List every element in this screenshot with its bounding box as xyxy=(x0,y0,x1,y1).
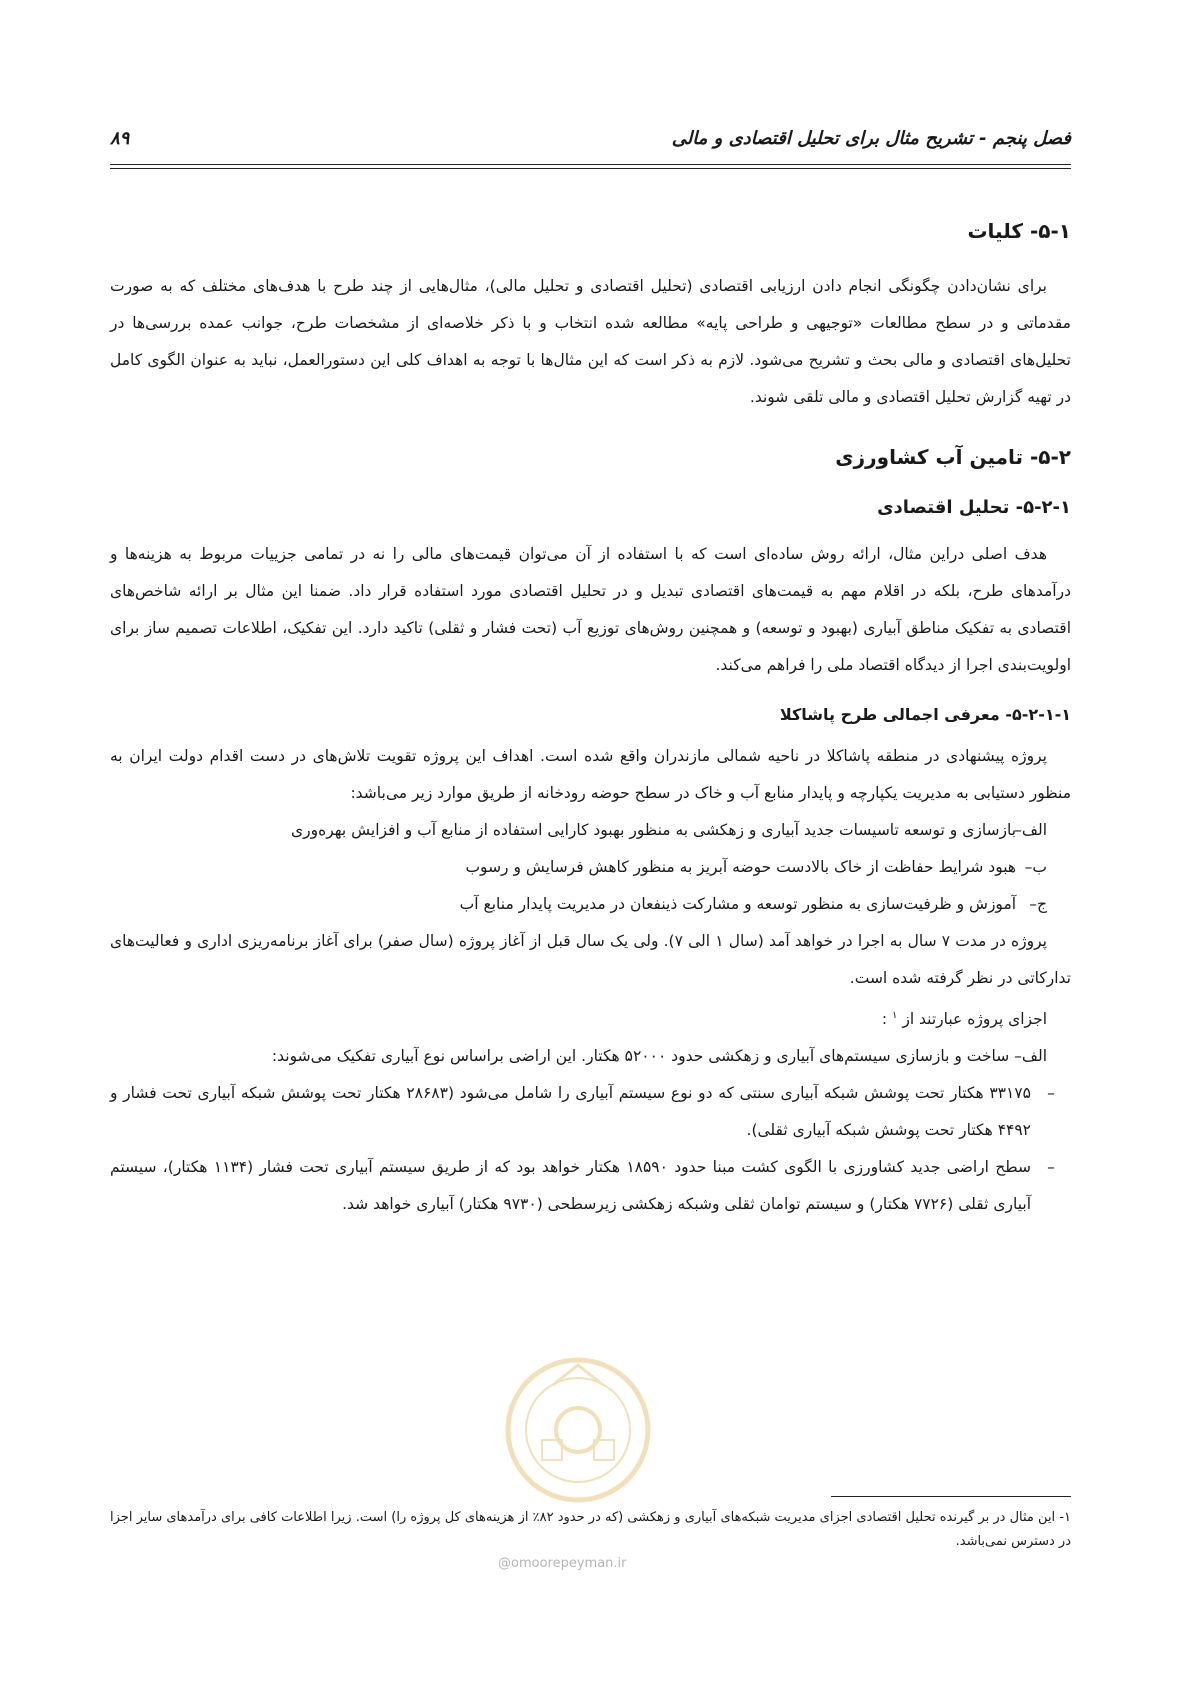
section-2-1-1-title: ۵-۲-۱-۱- معرفی اجمالی طرح پاشاکلا xyxy=(779,705,1071,724)
watermark-seal-icon xyxy=(498,1345,658,1515)
component-a: الف– ساخت و بازسازی سیستم‌های آبیاری و زهکشی حدود ۵۲۰۰۰ هکتار. این اراضی براساس نوع آبیاری تفکیک می‌شوند: xyxy=(271,1047,1047,1066)
list-item-text: ۳۳۱۷۵ هکتار تحت پوشش شبکه آبیاری سنتی که دو نوع سیستم آبیاری را شامل می‌شود (۲۸۶۸۳ هکتار تحت پوشش شبکه آبیاری تحت فشار و ۴۴۹۲ هکتار تحت پوشش شبکه آبیاری ثقلی). xyxy=(110,1084,1031,1140)
footnote-divider xyxy=(831,1496,1071,1497)
components-lead-text: اجزای پروژه عبارتند از xyxy=(902,1010,1047,1029)
list-marker: ب– xyxy=(1024,858,1047,876)
section-2-1-paragraph: هدف اصلی دراین مثال، ارائه روش ساده‌ای است که با استفاده از آن می‌توان قیمت‌های مالی را نه در تمامی جزییات مربوط به هزینه‌ها و درآمدهای طرح، بلکه در اقلام مهم به قیمت‌های اقتصادی تبدیل و در تحلیل اقتصادی مورد استفاده قرار داد. ضمنا این مثال بر ارائه شاخص‌های اقتصادی به تفکیک مناطق آبیاری (بهبود و توسعه) و همچنین روش‌های توزیع آب (تحت فشار و ثقلی) تاکید دارد. این تفکیک، اطلاعات تصمیم ساز برای اولویت‌بندی اجرا از دیدگاه اقتصاد ملی را فراهم می‌کند. xyxy=(110,545,1071,674)
page-header xyxy=(110,128,1071,149)
list-item-text: هبود شرایط حفاظت از خاک بالادست حوضه آبریز به منظور کاهش فرسایش و رسوب xyxy=(465,858,1017,876)
project-intro-paragraph: پروژه پیشنهادی در منطقه پاشاکلا در ناحیه شمالی مازندران واقع شده است. اهداف این پروژه تقویت تلاش‌های در دست اقدام دولت ایران به منظور دستیابی به مدیریت یکپارچه و پایدار منابع آب و خاک در سطح حوضه رودخانه از طریق موارد زیر می‌باشد: xyxy=(110,747,1071,802)
list-marker: ج– xyxy=(1029,895,1047,913)
project-goals-list xyxy=(110,812,1071,923)
list-item xyxy=(110,886,1071,923)
list-marker: الف– xyxy=(1014,821,1047,839)
list-item xyxy=(110,1075,1071,1149)
chapter-title: فصل پنجم - تشریح مثال برای تحلیل اقتصادی و مالی xyxy=(671,128,1071,149)
components-lead-colon: : xyxy=(881,1010,888,1029)
section-2-1-title: ۵-۲-۱- تحلیل اقتصادی xyxy=(877,497,1071,518)
project-duration-paragraph: پروژه در مدت ۷ سال به اجرا در خواهد آمد (سال ۱ الی ۷). ولی یک سال قبل از آغاز پروژه (سال صفر) برای آغاز برنامه‌ریزی اداری و فعالیت‌های تدارکاتی در نظر گرفته شده است. xyxy=(110,932,1071,987)
list-item xyxy=(110,849,1071,886)
section-2-title: ۵-۲- تامین آب کشاورزی xyxy=(835,445,1071,469)
components-lead xyxy=(110,997,1071,1038)
page-content xyxy=(110,216,1071,1223)
section-1-title: ۵-۱- کلیات xyxy=(967,219,1071,243)
watermark-text: @omoorepeyman.ir xyxy=(498,1556,627,1571)
section-1-paragraph: برای نشان‌دادن چگونگی انجام دادن ارزیابی اقتصادی (تحلیل اقتصادی و تحلیل مالی)، مثال‌هایی از چند طرح با هدف‌های مختلف که به صورت مقدماتی و در سطح مطالعات «توجیهی و طراحی پایه» مطالعه شده انتخاب و با ذکر خلاصه‌ای از مشخصات طرح، جوانب عمده بررسی‌ها در تحلیل‌های اقتصادی و مالی بحث و تشریح می‌شود. لازم به ذکر است که این مثال‌ها با توجه به اهداف کلی این دستورالعمل، نباید به عنوان الگوی کامل در تهیه گزارش تحلیل اقتصادی و مالی تلقی شوند. xyxy=(110,277,1071,406)
footnote-reference: ۱ xyxy=(892,1010,898,1021)
footnote: ۱- این مثال در بر گیرنده تحلیل اقتصادی اجزای مدیریت شبکه‌های آبیاری و زهکشی (که در حدود ۸۲٪ از هزینه‌های کل پروژه را) است. زیرا اطلاعات کافی برای درآمدهای سایر اجزا در دسترس نمی‌باشد. xyxy=(110,1510,1071,1549)
header-divider xyxy=(110,164,1071,169)
list-item-text: آموزش و ظرفیت‌سازی به منظور توسعه و مشارکت ذینفعان در مدیریت پایدار منابع آب xyxy=(459,895,1017,913)
list-item xyxy=(110,812,1071,849)
dash-marker: – xyxy=(1047,1084,1055,1103)
list-item-text: بازسازی و توسعه تاسیسات جدید آبیاری و زهکشی به منظور بهبود کارایی استفاده از منابع آب و افزایش بهره‌وری xyxy=(290,821,1017,839)
list-item xyxy=(110,1149,1071,1223)
dash-marker: – xyxy=(1047,1158,1055,1177)
list-item-text: سطح اراضی جدید کشاورزی با الگوی کشت مبنا حدود ۱۸۵۹۰ هکتار خواهد بود که از طریق سیستم آبیاری تحت فشار (۱۱۳۴ هکتار)، سیستم آبیاری ثقلی (۷۷۲۶ هکتار) و سیستم توامان ثقلی وشبکه زهکشی زیرسطحی (۹۷۳۰ هکتار) آبیاری خواهد شد. xyxy=(110,1158,1031,1214)
page-number: ۸۹ xyxy=(110,128,130,149)
